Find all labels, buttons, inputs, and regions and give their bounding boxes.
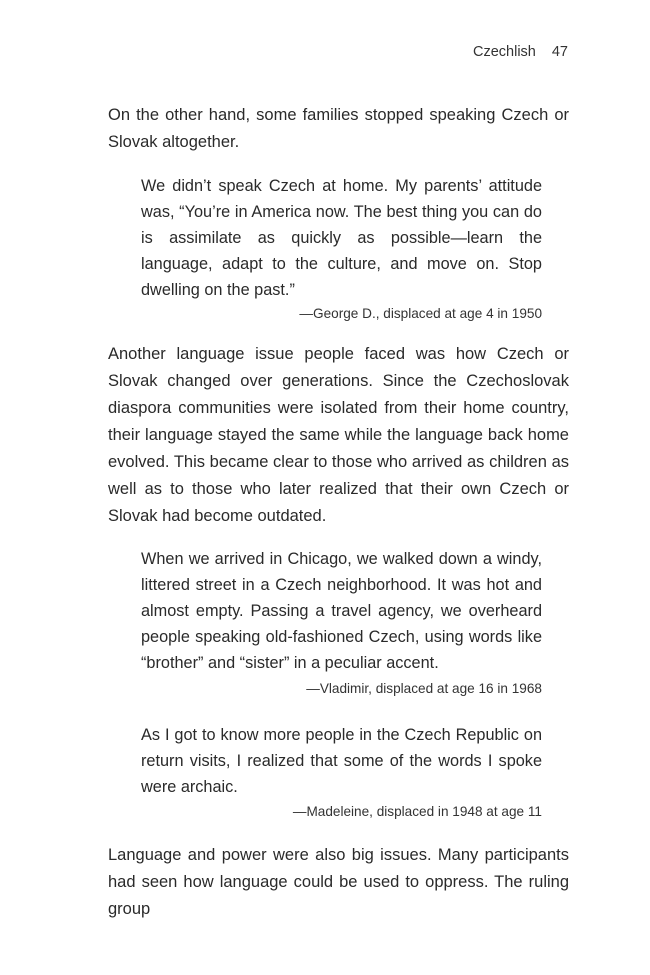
block-quote-1: We didn’t speak Czech at home. My parents’ attitude was, “You’re in America now. The best thing you can do is assimilate as quickly as possible—learn the language, adapt to the culture, and move on. Stop dwelling on the past.” bbox=[141, 177, 542, 299]
body-paragraph-3: Language and power were also big issues. Many participants had seen how language could be used to oppress. The ruling group bbox=[108, 846, 569, 918]
quote-attribution-1: —George D., displaced at age 4 in 1950 bbox=[299, 306, 542, 321]
running-header-title: Czechlish bbox=[473, 44, 536, 60]
quote-attribution-3: —Madeleine, displaced in 1948 at age 11 bbox=[292, 804, 542, 819]
running-header bbox=[473, 44, 568, 60]
page-number: 47 bbox=[551, 44, 568, 60]
block-quote-3: As I got to know more people in the Czech Republic on return visits, I realized that some of the words I spoke were archaic. bbox=[141, 726, 542, 796]
body-paragraph-2: Another language issue people faced was how Czech or Slovak changed over generations. Since the Czechoslovak diaspora communities were isolated from their home country, their language stayed the same while the language back home evolved. This became clear to those who arrived as children as well as to those who later realized that their own Czech or Slovak had become outdated. bbox=[108, 345, 569, 525]
block-quote-2: When we arrived in Chicago, we walked down a windy, littered street in a Czech neighborhood. It was hot and almost empty. Passing a travel agency, we overheard people speaking old-fashioned Czech, using words like “brother” and “sister” in a peculiar accent. bbox=[141, 550, 542, 672]
quote-attribution-2: —Vladimir, displaced at age 16 in 1968 bbox=[306, 681, 542, 696]
body-paragraph-1: On the other hand, some families stopped speaking Czech or Slovak altogether. bbox=[108, 106, 569, 151]
